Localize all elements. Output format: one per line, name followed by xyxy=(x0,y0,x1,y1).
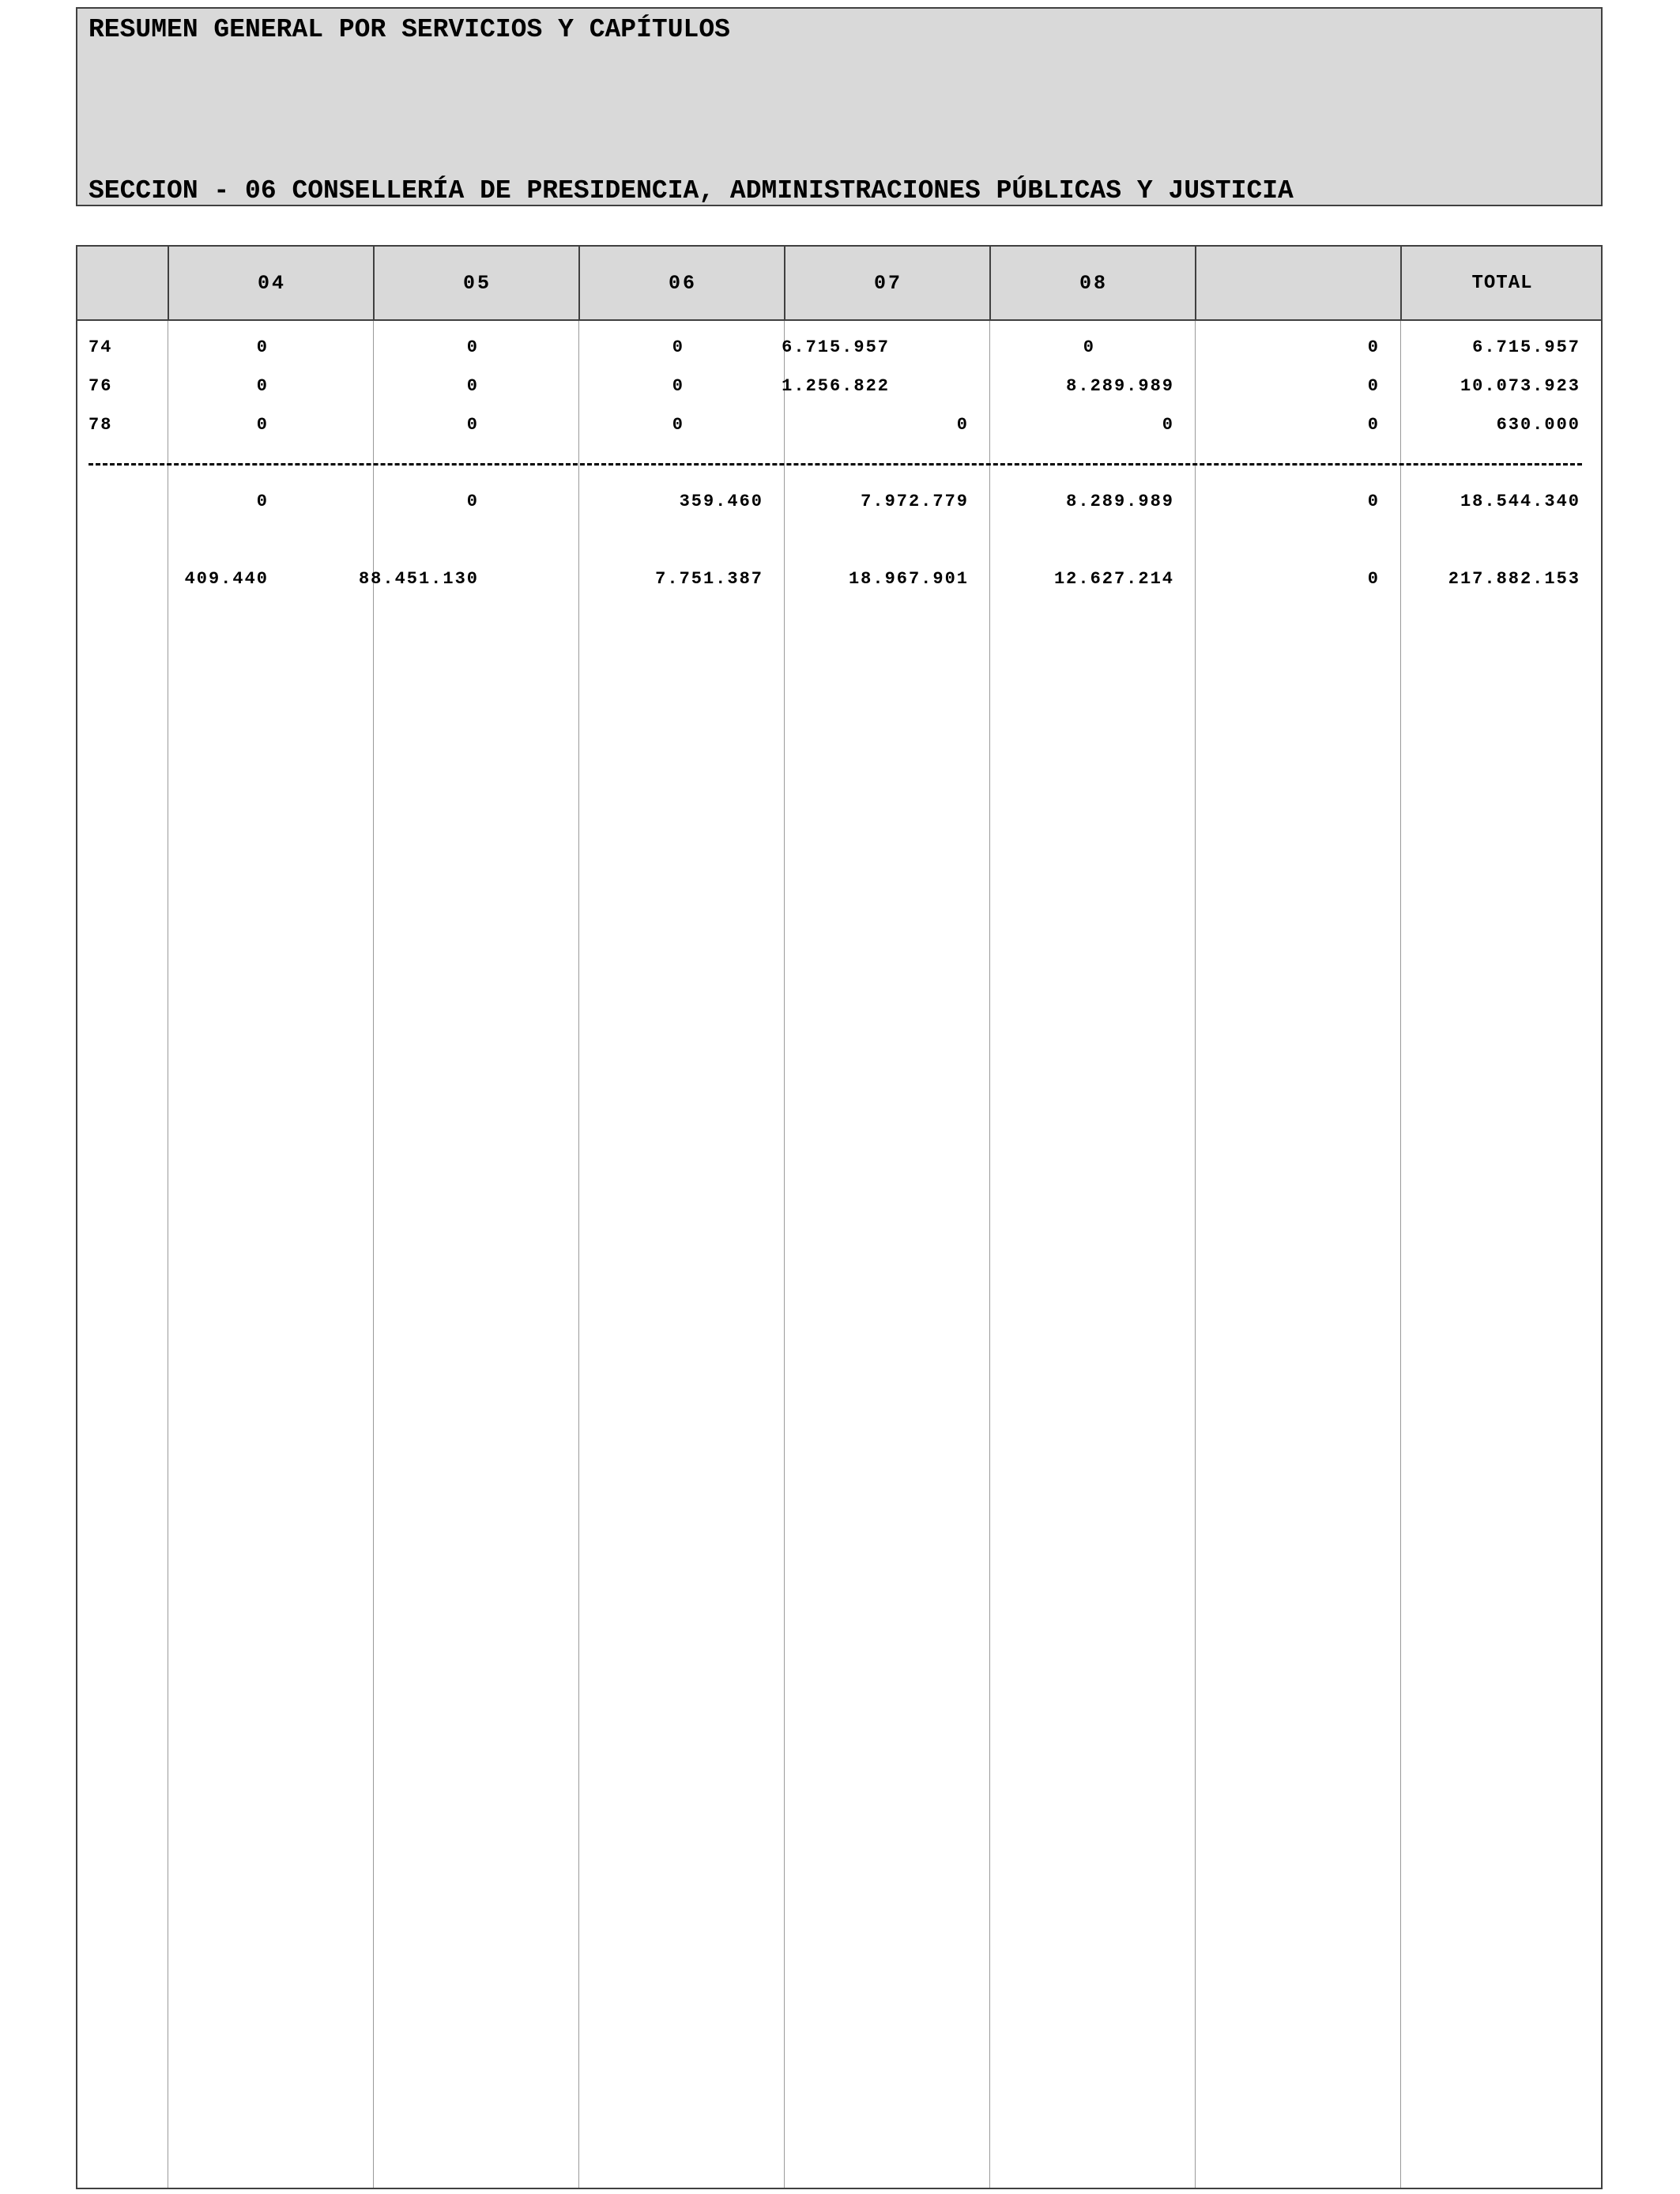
table-cell: 0 xyxy=(1367,337,1380,357)
header-divider xyxy=(989,247,991,321)
column-header-05: 05 xyxy=(462,272,492,295)
report-title: RESUMEN GENERAL POR SERVICIOS Y CAPÍTULOS xyxy=(89,15,730,44)
table-cell: 0 xyxy=(672,415,684,435)
column-divider xyxy=(1400,247,1401,2188)
subtotal-cell: 0 xyxy=(256,492,269,511)
header-divider xyxy=(168,247,169,321)
table-cell: 8.289.989 xyxy=(1066,376,1174,396)
header-divider xyxy=(784,247,785,321)
report-header xyxy=(76,7,1603,206)
row-label: 78 xyxy=(89,415,113,435)
table-cell: 0 xyxy=(1367,376,1380,396)
grand-total-cell: 88.451.130 xyxy=(358,569,479,589)
column-divider xyxy=(578,247,579,2188)
table-cell: 0 xyxy=(956,415,969,435)
column-header-08: 08 xyxy=(1079,272,1108,295)
subtotal-cell: 8.289.989 xyxy=(1066,492,1174,511)
table-cell: 0 xyxy=(466,337,479,357)
table-cell: 10.073.923 xyxy=(1460,376,1580,396)
grand-total-cell: 409.440 xyxy=(184,569,269,589)
column-header-04: 04 xyxy=(257,272,286,295)
column-header-06: 06 xyxy=(668,272,697,295)
subtotal-cell: 18.544.340 xyxy=(1460,492,1580,511)
header-divider xyxy=(1195,247,1196,321)
grand-total-cell: 12.627.214 xyxy=(1053,569,1174,589)
table-cell: 0 xyxy=(466,415,479,435)
table-cell: 630.000 xyxy=(1496,415,1580,435)
header-divider xyxy=(1400,247,1402,321)
subtotal-cell: 7.972.779 xyxy=(861,492,969,511)
table-header xyxy=(77,247,1601,321)
table-cell: 0 xyxy=(466,376,479,396)
table-cell: 0 xyxy=(1083,337,1095,357)
column-header-label xyxy=(77,247,169,321)
column-divider xyxy=(784,247,785,2188)
table-cell: 6.715.957 xyxy=(1472,337,1580,357)
table-cell: 1.256.822 xyxy=(782,376,890,396)
column-divider xyxy=(1195,247,1196,2188)
section-title: SECCION - 06 CONSELLERÍA DE PRESIDENCIA, ADMINISTRACIONES PÚBLICAS Y JUSTICIA xyxy=(89,176,1294,205)
column-header-07: 07 xyxy=(873,272,902,295)
header-divider xyxy=(373,247,375,321)
table-cell: 0 xyxy=(1162,415,1174,435)
table-cell: 6.715.957 xyxy=(782,337,890,357)
column-divider xyxy=(373,247,374,2188)
table-cell: 0 xyxy=(1367,415,1380,435)
dashed-separator xyxy=(89,463,1582,466)
table-cell: 0 xyxy=(672,376,684,396)
grand-total-cell: 7.751.387 xyxy=(655,569,763,589)
column-header-blank xyxy=(1196,247,1402,321)
table-cell: 0 xyxy=(256,337,269,357)
subtotal-cell: 0 xyxy=(1367,492,1380,511)
summary-table xyxy=(76,245,1603,2189)
column-divider xyxy=(989,247,990,2188)
table-cell: 0 xyxy=(256,376,269,396)
row-label: 74 xyxy=(89,337,113,357)
column-header-total: TOTAL xyxy=(1471,273,1533,294)
subtotal-cell: 359.460 xyxy=(679,492,763,511)
grand-total-cell: 18.967.901 xyxy=(848,569,969,589)
subtotal-cell: 0 xyxy=(466,492,479,511)
row-label: 76 xyxy=(89,376,113,396)
table-cell: 0 xyxy=(256,415,269,435)
table-cell: 0 xyxy=(672,337,684,357)
grand-total-cell: 217.882.153 xyxy=(1448,569,1580,589)
header-divider xyxy=(578,247,580,321)
grand-total-cell: 0 xyxy=(1367,569,1380,589)
